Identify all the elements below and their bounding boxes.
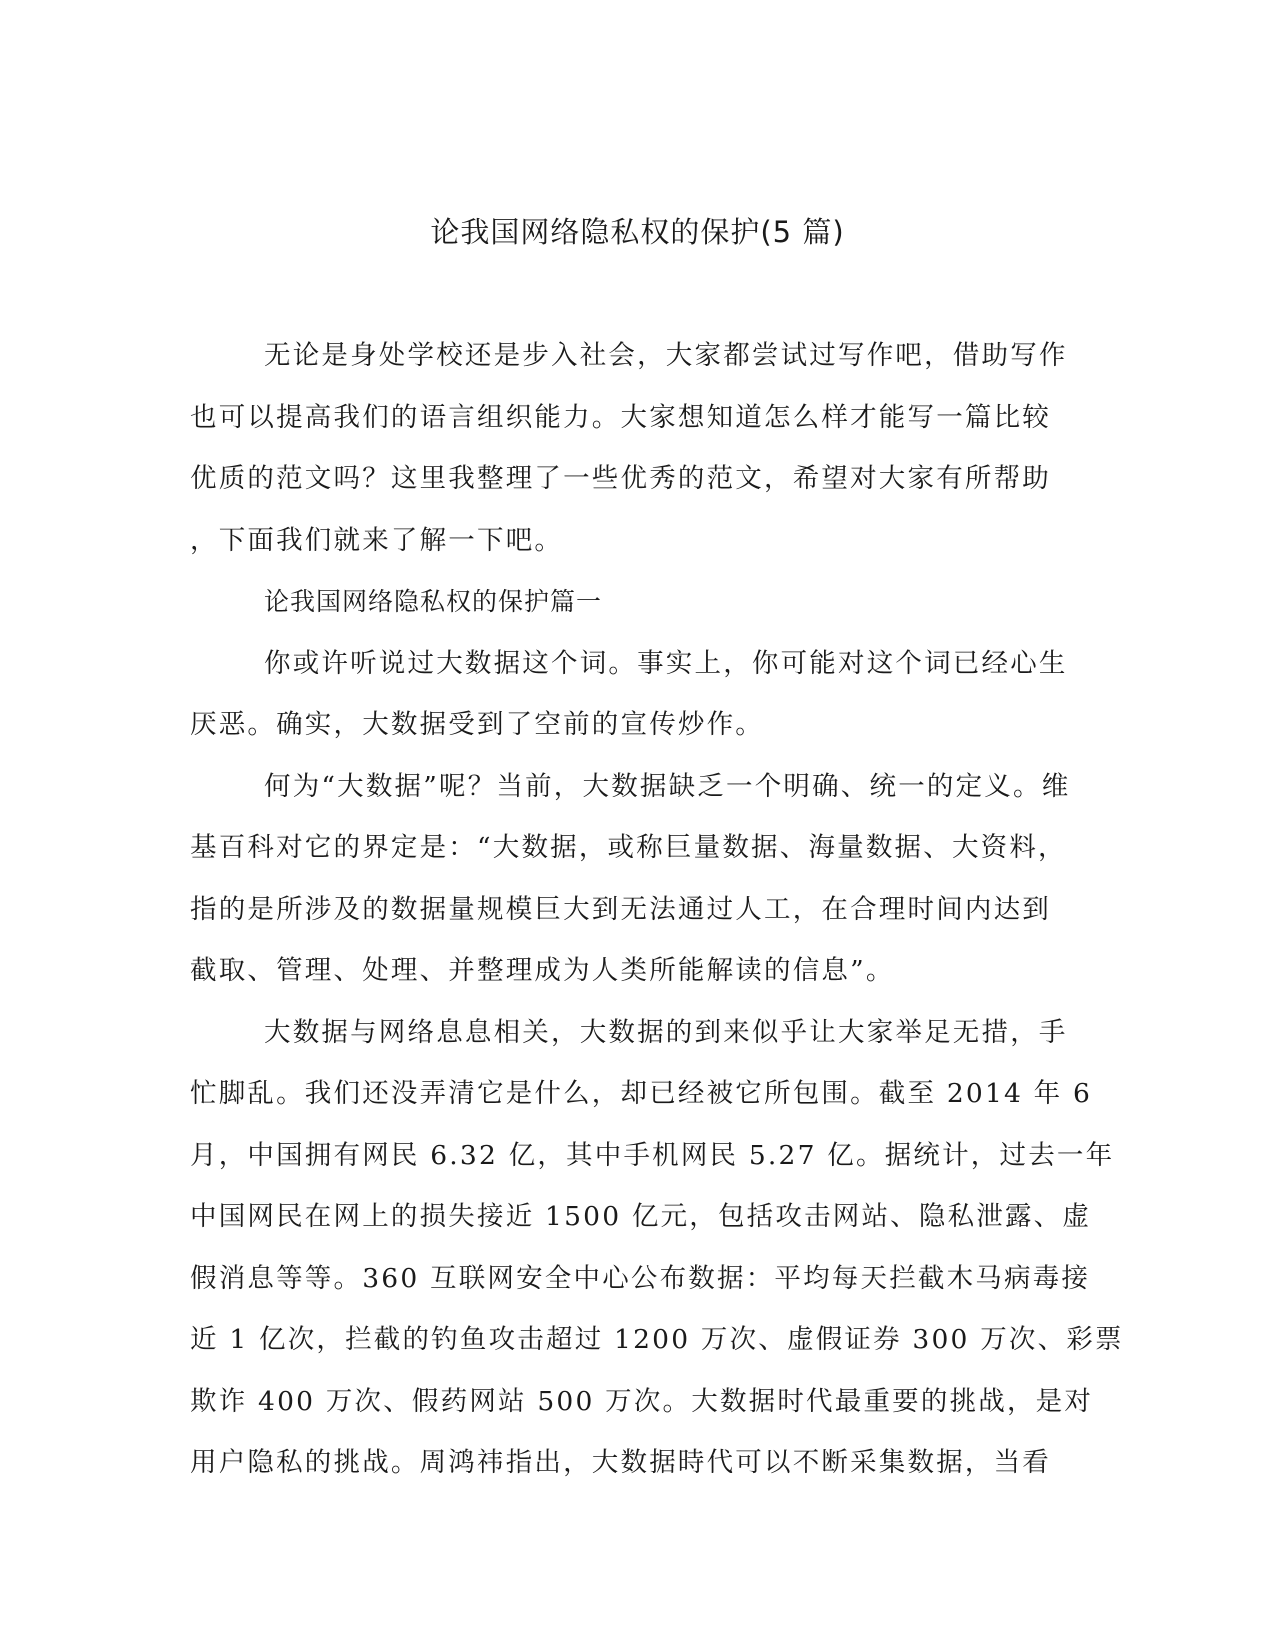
text-line: 厌恶。确实，大数据受到了空前的宣传炒作。 (190, 709, 764, 740)
text-line: 欺诈 400 万次、假药网站 500 万次。大数据时代最重要的挑战，是对 (190, 1385, 1094, 1417)
document-body (190, 325, 1124, 1494)
text-line: ，下面我们就来了解一下吧。 (190, 524, 564, 556)
text-line: 你或许听说过大数据这个词。事实上，你可能对这个词已经心生 (264, 647, 1068, 679)
text-line: 指的是所涉及的数据量规模巨大到无法通过人工，在合理时间内达到 (190, 893, 1051, 925)
text-line: 中国网民在网上的损失接近 1500 亿元，包括攻击网站、隐私泄露、虚 (190, 1201, 1092, 1232)
text-line: 大数据与网络息息相关，大数据的到来似乎让大家举足无措，手 (264, 1016, 1068, 1048)
text-line: 截取、管理、处理、并整理成为人类所能解读的信息”。 (190, 955, 895, 986)
document-title: 论我国网络隐私权的保护(5 篇) (430, 215, 845, 249)
section-heading: 论我国网络隐私权的保护篇一 (264, 587, 603, 616)
text-line: 无论是身处学校还是步入社会，大家都尝试过写作吧，借助写作 (264, 340, 1068, 371)
text-line: 用户隐私的挑战。周鸿祎指出，大数据時代可以不断采集数据，当看 (190, 1447, 1051, 1478)
text-line: 忙脚乱。我们还没弄清它是什么，却已经被它所包围。截至 2014 年 6 (190, 1078, 1093, 1109)
text-line: 月，中国拥有网民 6.32 亿，其中手机网民 5.27 亿。据统计，过去一年 (190, 1139, 1115, 1171)
text-line: 也可以提高我们的语言组织能力。大家想知道怎么样才能写一篇比较 (190, 401, 1051, 433)
text-line: 何为“大数据”呢？当前，大数据缺乏一个明确、统一的定义。维 (264, 770, 1071, 802)
text-line: 近 1 亿次，拦截的钓鱼攻击超过 1200 万次、虚假证券 300 万次、彩票 (190, 1324, 1124, 1355)
text-line: 基百科对它的界定是：“大数据，或称巨量数据、海量数据、大资料， (190, 832, 1067, 863)
text-line: 优质的范文吗？这里我整理了一些优秀的范文，希望对大家有所帮助 (190, 463, 1051, 494)
text-line: 假消息等等。360 互联网安全中心公布数据：平均每天拦截木马病毒接 (190, 1262, 1091, 1294)
